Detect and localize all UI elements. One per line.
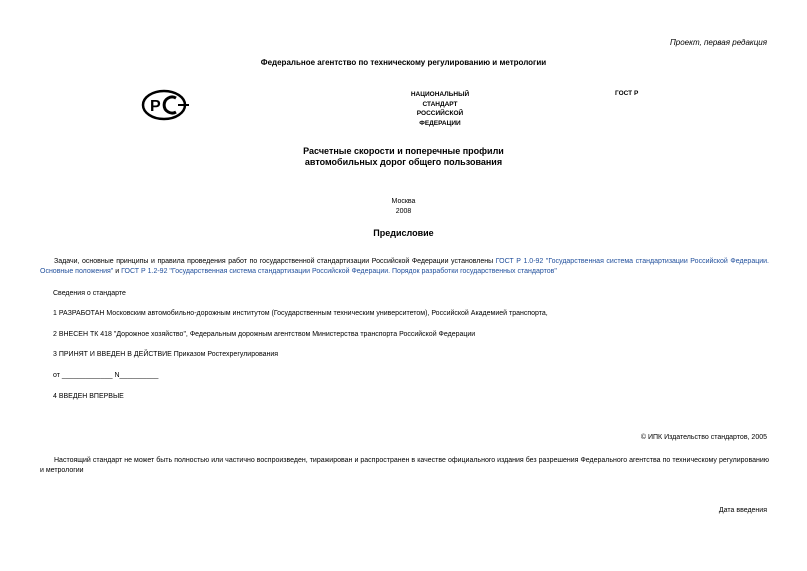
item-developed: 1 РАЗРАБОТАН Московским автомобильно-дорожным институтом (Государственным техническим университетом), Российской Академией транспорта,: [53, 310, 548, 317]
title-line-1: Расчетные скорости и поперечные профили: [303, 146, 504, 156]
copyright: © ИПК Издательство стандартов, 2005: [640, 434, 767, 441]
item-submitted: 2 ВНЕСЕН ТК 418 "Дорожное хозяйство", Федеральным дорожным агентством Министерства транспорта Российской Федерации: [53, 331, 476, 338]
foreword-intro: [40, 257, 769, 277]
national-line: РОССИЙСКОЙ: [416, 110, 464, 117]
item-first-introduced: 4 ВВЕДЕН ВПЕРВЫЕ: [53, 393, 124, 400]
gost-r-certification-mark-icon: [140, 89, 190, 121]
intro-text: Задачи, основные принципы и правила проведения работ по государственной стандартизации Российской Федерации установлены: [54, 258, 496, 265]
standard-info-heading: Сведения о стандарте: [53, 290, 126, 297]
national-line: ФЕДЕРАЦИИ: [419, 119, 461, 127]
national-standard-label: [404, 90, 476, 128]
reproduction-notice: Настоящий стандарт не может быть полностью или частично воспроизведен, тиражирован и распространен в качестве официального издания без разрешения Федерального агентства по техническому регулированию и метрологии: [40, 457, 769, 474]
item-adopted-date: от _____________ N__________: [53, 372, 159, 379]
item-adopted: 3 ПРИНЯТ И ВВЕДЕН В ДЕЙСТВИЕ Приказом Ростехрегулирования: [53, 351, 279, 358]
svg-text:Р: Р: [150, 98, 161, 115]
gost-designation: ГОСТ Р: [615, 90, 639, 97]
introduction-date-label: Дата введения: [718, 507, 767, 514]
title-line-2: автомобильных дорог общего пользования: [304, 157, 503, 167]
agency-name: Федеральное агентство по техническому регулированию и метрологии: [260, 58, 547, 67]
document-title: [0, 146, 807, 168]
city: Москва: [391, 198, 416, 205]
publication-place: [0, 197, 807, 217]
draft-note: Проект, первая редакция: [669, 38, 767, 47]
national-line: НАЦИОНАЛЬНЫЙ: [410, 91, 470, 98]
intro-conjunction: и: [113, 268, 122, 275]
gost-1-2-92-link[interactable]: ГОСТ Р 1.2-92 "Государственная система стандартизации Российской Федерации. Порядок разработки государственных стандартов": [121, 268, 557, 275]
year: 2008: [395, 208, 412, 215]
foreword-heading: Предисловие: [373, 228, 434, 238]
national-line: СТАНДАРТ: [422, 100, 458, 108]
gost-1-0-92-link[interactable]: ГОСТ Р 1.0-92 "Государственная система стандартизации Российской Федерации. Основные положения": [40, 258, 769, 275]
